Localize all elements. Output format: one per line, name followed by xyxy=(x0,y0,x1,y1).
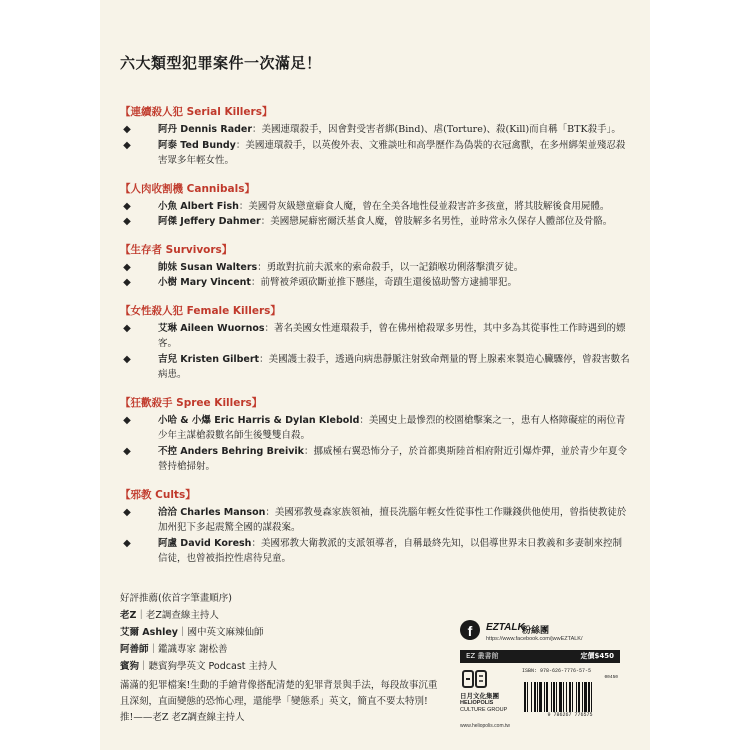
list-item xyxy=(120,122,630,138)
recommender-role: ｜聽賓狗學英文 Podcast 主持人 xyxy=(139,661,278,672)
category-serial-killers xyxy=(120,104,630,169)
category-spree-killers xyxy=(120,395,630,475)
barcode-bar xyxy=(584,682,587,712)
isbn-top: ISBN: 978-626-7776-57-5 xyxy=(522,668,592,674)
list-item xyxy=(120,413,630,444)
list-item xyxy=(120,444,630,475)
list-item xyxy=(120,275,630,291)
list-item xyxy=(120,199,630,215)
barcode xyxy=(522,667,618,725)
facebook-row xyxy=(460,620,620,646)
entry-text: ：美國戀屍癖密爾沃基食人魔，曾肢解多名男性，並時常永久保存人體部位及骨骼。 xyxy=(260,216,613,227)
list-item xyxy=(120,352,630,383)
website: www.heliopolis.com.tw xyxy=(460,723,511,729)
blurb-quote: 滿滿的犯罪檔案!生動的手繪背像搭配清楚的犯罪背景與手法，每段故事沉重且深刻，直面變態的恐怖心理，還能學「變態系」英文，簡直不要太特別!推!——老Z 老Z調查線主持人 xyxy=(120,680,438,723)
entry-text: ：美國邪教曼森家族領袖，擅長洗腦年輕女性從事性工作賺錢供他使用，曾指使教徒於加州犯下多起震驚全國的謀殺案。 xyxy=(158,506,627,533)
entry-text: ：勇敢對抗前夫派來的索命殺手，以一記鎖喉功俐落擊潰歹徒。 xyxy=(257,261,524,273)
barcode-bar xyxy=(563,682,564,712)
isbn-price-code: 00450 xyxy=(604,675,618,680)
facebook-url: https://www.facebook.com/jwwEZTALK/ xyxy=(486,636,583,642)
entry-name: 阿盧 David Koresh xyxy=(158,537,252,549)
recommender-role: ｜鑑識專家 謝松善 xyxy=(148,644,228,655)
entry-text: ：挪威極右翼恐怖分子，於首都奧斯陸首相府附近引爆炸彈，並於青少年夏令營持槍掃射。 xyxy=(158,445,627,472)
barcode-bar xyxy=(539,682,542,712)
category-title: 【邪教 Cults】 xyxy=(120,488,196,501)
category-survivors xyxy=(120,242,630,291)
barcode-bar xyxy=(546,682,548,712)
entry-name: 阿傑 Jeffery Dahmer xyxy=(158,216,261,227)
entry-name: 小魚 Albert Fish xyxy=(158,200,239,212)
list-item xyxy=(120,138,630,169)
barcode-bars xyxy=(522,682,618,712)
category-title: 【連續殺人犯 Serial Killers】 xyxy=(120,106,273,118)
recommender-role: ｜老Z調查線主持人 xyxy=(136,610,219,621)
eztalk-logo: EZTALK xyxy=(486,622,525,633)
diamond-bullet-icon: ◆ xyxy=(123,353,131,365)
diamond-bullet-icon: ◆ xyxy=(123,445,131,457)
diamond-bullet-icon: ◆ xyxy=(123,506,131,518)
barcode-bar xyxy=(559,682,562,712)
barcode-bar xyxy=(537,682,538,712)
barcode-bar xyxy=(588,682,590,712)
entry-name: 小哈 & 小爆 Eric Harris & Dylan Klebold xyxy=(158,414,360,426)
barcode-bar xyxy=(553,682,555,712)
recommend-row xyxy=(120,658,380,675)
barcode-bar xyxy=(572,682,573,712)
list-item xyxy=(120,260,630,276)
heliopolis-logo-icon xyxy=(462,669,488,691)
barcode-bar xyxy=(566,682,567,712)
diamond-bullet-icon: ◆ xyxy=(123,537,131,549)
facebook-icon: f xyxy=(460,620,480,640)
barcode-bar xyxy=(591,682,592,712)
entry-name: 阿泰 Ted Bundy xyxy=(158,139,236,151)
barcode-bar xyxy=(551,682,552,712)
recommender-name: 艾爾 Ashley xyxy=(120,627,178,638)
barcode-bar xyxy=(582,682,583,712)
price-bar xyxy=(460,650,620,663)
entry-name: 帥妹 Susan Walters xyxy=(158,261,258,273)
barcode-bar xyxy=(578,682,580,712)
diamond-bullet-icon: ◆ xyxy=(123,200,131,212)
recommend-title: 好評推薦(依首字筆畫順序) xyxy=(120,593,232,604)
barcode-bar xyxy=(576,682,577,712)
category-cults xyxy=(120,487,630,567)
entry-name: 艾琳 Aileen Wuornos xyxy=(158,322,265,334)
publisher-row xyxy=(460,669,620,729)
recommender-role: ｜國中英文麻辣仙師 xyxy=(177,627,264,638)
recommend-row xyxy=(120,624,380,641)
diamond-bullet-icon: ◆ xyxy=(123,322,131,334)
entry-text: ：美國連環殺手，因會對受害者綁(Bind)、虐(Torture)、殺(Kill)而自稱「BTK殺手」。 xyxy=(252,124,621,135)
diamond-bullet-icon: ◆ xyxy=(123,216,131,227)
entry-name: 小樹 Mary Vincent xyxy=(158,277,251,288)
entry-name: 阿丹 Dennis Rader xyxy=(158,124,253,135)
category-title: 【人肉收割機 Cannibals】 xyxy=(120,182,255,195)
publisher-name-en: HELIOPOLIS xyxy=(460,700,494,706)
publisher-block xyxy=(460,620,620,729)
headline: 六大類型犯罪案件一次滿足！ xyxy=(120,54,322,72)
category-cannibals xyxy=(120,181,630,230)
barcode-bar xyxy=(569,682,571,712)
entry-text: ：美國骨灰級戀童癖食人魔，曾在全美各地性侵並殺害許多孩童，將其肢解後食用屍體。 xyxy=(238,200,610,212)
entry-name: 不控 Anders Behring Breivik xyxy=(158,445,304,457)
series-label: EZ 叢書館 xyxy=(466,652,499,660)
category-list xyxy=(120,104,630,579)
entry-name: 洽洽 Charles Manson xyxy=(158,506,266,518)
recommender-name: 賓狗 xyxy=(120,661,140,672)
recommend-row xyxy=(120,607,380,624)
barcode-bar xyxy=(534,682,536,712)
diamond-bullet-icon: ◆ xyxy=(123,124,131,135)
barcode-bar xyxy=(531,682,532,712)
diamond-bullet-icon: ◆ xyxy=(123,414,131,426)
fan-page-label: 粉絲團 xyxy=(522,626,550,636)
book-back-cover xyxy=(100,0,650,750)
publisher-name xyxy=(460,693,507,714)
entry-text: ：著名美國女性連環殺手，曾在佛州槍殺眾多男性，其中多為其從事性工作時遇到的嫖客。 xyxy=(158,322,626,349)
entry-name: 吉兒 Kristen Gilbert xyxy=(158,353,260,365)
diamond-bullet-icon: ◆ xyxy=(123,139,131,151)
barcode-bar xyxy=(544,682,545,712)
barcode-bar xyxy=(556,682,557,712)
entry-text: ：美國邪教大衛教派的支派領導者，自稱最終先知，以倡導世界末日教義和多妻制來控制信徒，也曾被指控性虐待兒童。 xyxy=(158,537,622,564)
entry-text: ：前臂被斧頭砍斷並推下懸崖，奇蹟生還後協助警方逮捕罪犯。 xyxy=(250,277,517,288)
recommend-row xyxy=(120,641,380,658)
category-female-killers xyxy=(120,303,630,383)
category-title: 【生存者 Survivors】 xyxy=(120,243,233,256)
list-item xyxy=(120,536,630,567)
category-title: 【狂歡殺手 Spree Killers】 xyxy=(120,396,263,409)
category-title: 【女性殺人犯 Female Killers】 xyxy=(120,304,281,317)
recommender-name: 阿善師 xyxy=(120,644,149,655)
entry-text: ：美國護士殺手，透過向病患靜脈注射致命劑量的腎上腺素來製造心臟驟停，曾殺害數名病患。 xyxy=(158,353,630,380)
list-item xyxy=(120,214,630,230)
list-item xyxy=(120,505,630,536)
entry-text: ：美國史上最慘烈的校園槍擊案之一，患有人格障礙症的兩位青少年主謀槍殺數名師生後雙雙自殺。 xyxy=(158,414,626,441)
barcode-bar xyxy=(527,682,528,712)
isbn-bottom: 9 786267 776575 xyxy=(547,712,593,718)
barcode-bar xyxy=(524,682,526,712)
diamond-bullet-icon: ◆ xyxy=(123,261,131,273)
diamond-bullet-icon: ◆ xyxy=(123,277,131,288)
recommendations xyxy=(120,590,380,675)
publisher-name-sub: CULTURE GROUP xyxy=(460,707,508,713)
recommender-name: 老Z xyxy=(120,610,137,621)
entry-text: ：美國連環殺手，以英俊外表、文雅談吐和高學歷作為偽裝的衣冠禽獸，在多州綁架並殘忍殺害眾多年輕女性。 xyxy=(158,139,626,166)
list-item xyxy=(120,321,630,352)
publisher-name-cn: 日月文化集團 xyxy=(460,693,499,700)
price-label: 定價$450 xyxy=(580,652,614,660)
